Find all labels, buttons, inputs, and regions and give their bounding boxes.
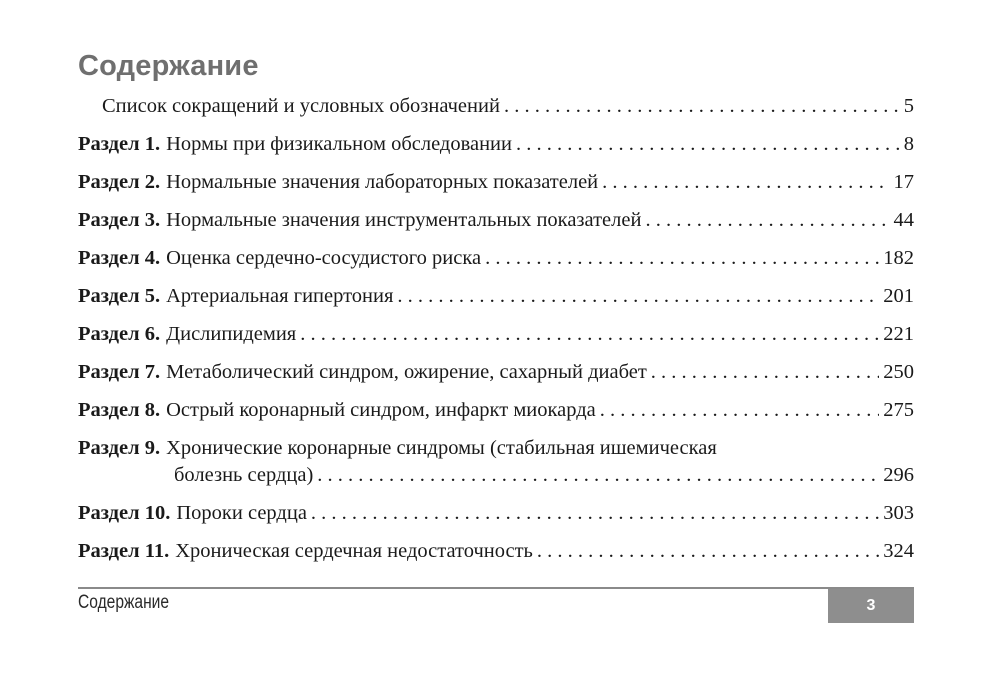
toc-entry-abbreviations[interactable] — [78, 94, 914, 118]
dot-leader — [651, 360, 879, 384]
toc-entry-title: Оценка сердечно-сосудистого риска — [166, 247, 482, 269]
toc-entry-section-6[interactable] — [78, 322, 914, 346]
section-label: Раздел 1. — [78, 133, 161, 155]
dot-leader — [537, 539, 879, 563]
toc-entry-page: 201 — [883, 285, 914, 307]
toc-entry-title: Пороки сердца — [176, 502, 307, 524]
section-label: Раздел 9. — [78, 437, 161, 459]
toc-entry-section-5[interactable] — [78, 284, 914, 308]
toc-entry-section-4[interactable] — [78, 246, 914, 270]
toc-entry-section-1[interactable] — [78, 132, 914, 156]
section-label: Раздел 7. — [78, 361, 161, 383]
toc-entry-title: Список сокращений и условных обозначений — [102, 95, 500, 117]
toc-entry-page: 44 — [893, 209, 914, 231]
dot-leader — [397, 284, 879, 308]
dot-leader — [317, 463, 879, 487]
page-number: 3 — [866, 597, 876, 614]
toc-entry-title: Дислипидемия — [166, 323, 297, 345]
page-title: Содержание — [78, 50, 259, 82]
section-label: Раздел 6. — [78, 323, 161, 345]
footer-divider — [78, 587, 914, 589]
dot-leader — [311, 501, 879, 525]
dot-leader — [645, 208, 889, 232]
dot-leader — [504, 94, 900, 118]
toc-entry-page: 324 — [883, 540, 914, 562]
toc-entry-title: Нормальные значения лабораторных показателей — [166, 171, 599, 193]
section-label: Раздел 5. — [78, 285, 161, 307]
toc-entry-page: 5 — [903, 95, 914, 117]
section-label: Раздел 11. — [78, 540, 170, 562]
toc-entry-page: 221 — [883, 323, 914, 345]
toc-entry-page: 303 — [883, 502, 914, 524]
toc-entry-title: Нормальные значения инструментальных показателей — [166, 209, 642, 231]
toc-entry-page: 275 — [883, 399, 914, 421]
toc-entry-title: Хронические коронарные синдромы (стабильная ишемическая — [166, 437, 717, 459]
toc-entry-section-3[interactable] — [78, 208, 914, 232]
toc-entry-page: 182 — [883, 247, 914, 269]
toc-entry-page: 8 — [903, 133, 914, 155]
dot-leader — [600, 398, 879, 422]
dot-leader — [516, 132, 900, 156]
toc-entry-title: Артериальная гипертония — [166, 285, 394, 307]
section-label: Раздел 8. — [78, 399, 161, 421]
toc-entry-page: 250 — [883, 361, 914, 383]
toc-entry-title: Метаболический синдром, ожирение, сахарный диабет — [166, 361, 647, 383]
dot-leader — [300, 322, 879, 346]
toc-entry-title: Острый коронарный синдром, инфаркт миокарда — [166, 399, 596, 421]
page-number-badge — [828, 589, 914, 623]
section-label: Раздел 4. — [78, 247, 161, 269]
section-label: Раздел 10. — [78, 502, 171, 524]
section-label: Раздел 2. — [78, 171, 161, 193]
toc-entry-title-continuation: болезнь сердца) — [174, 464, 314, 486]
dot-leader — [485, 246, 879, 270]
toc-entry-section-9[interactable] — [78, 436, 914, 487]
table-of-contents — [78, 92, 914, 563]
section-label: Раздел 3. — [78, 209, 161, 231]
toc-entry-section-11[interactable] — [78, 539, 914, 563]
toc-entry-page: 296 — [883, 464, 914, 486]
toc-entry-page: 17 — [893, 171, 914, 193]
running-footer-title: Содержание — [78, 592, 170, 613]
toc-entry-title: Хроническая сердечная недостаточность — [175, 540, 533, 562]
toc-entry-section-2[interactable] — [78, 170, 914, 194]
toc-entry-section-8[interactable] — [78, 398, 914, 422]
toc-entry-title: Нормы при физикальном обследовании — [166, 133, 513, 155]
toc-entry-section-10[interactable] — [78, 501, 914, 525]
dot-leader — [602, 170, 889, 194]
toc-entry-section-7[interactable] — [78, 360, 914, 384]
